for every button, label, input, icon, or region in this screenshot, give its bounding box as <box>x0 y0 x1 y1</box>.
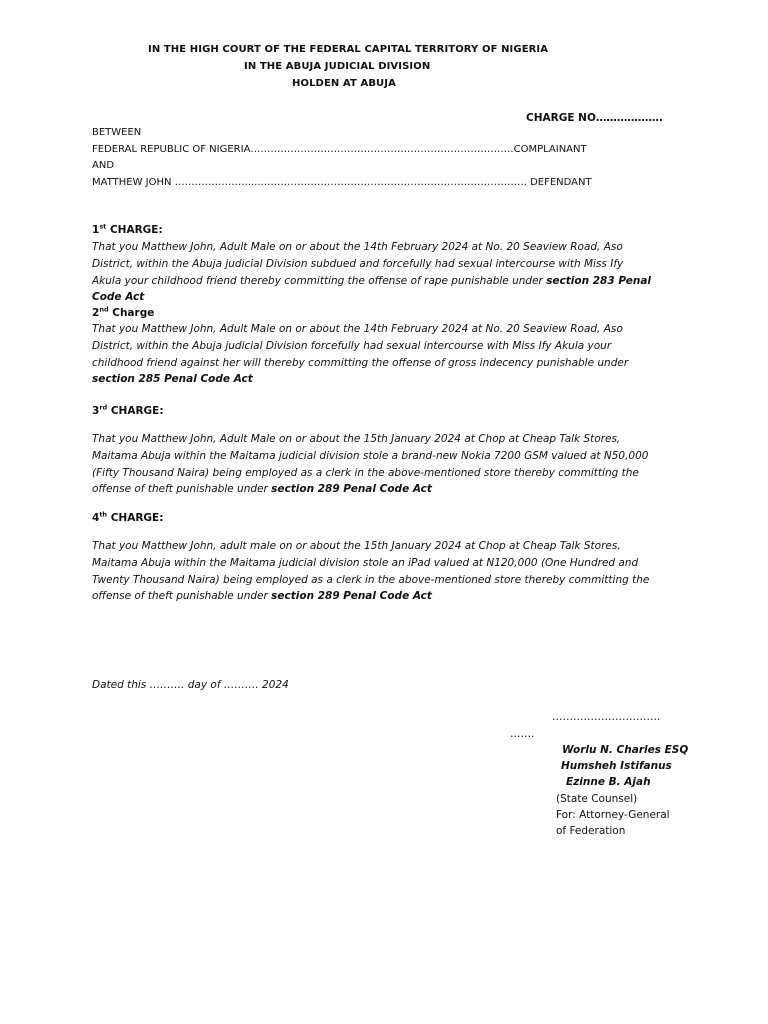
signatory-name-3: Ezinne B. Ajah <box>566 776 651 788</box>
signatory-for-line2: of Federation <box>556 825 626 837</box>
charge-2-body: That you Matthew John, Adult Male on or about the 14th February 2024 at No. 20 Seaview Road, Aso District, within the Abuja judicial Division forcefully had sexual intercourse with Miss Ify Akula your childhood friend against her will thereby committing the offense of gross indecency punishable under <box>92 323 629 369</box>
charge-2-ordinal: nd <box>99 305 109 314</box>
charge-1-ordinal: st <box>99 222 107 231</box>
dated-line: Dated this ………. day of ………. 2024 <box>92 679 289 691</box>
between-label: BETWEEN <box>92 127 142 138</box>
charge-1-act: section 283 Penal Code Act <box>92 274 652 304</box>
charge-3-ordinal: rd <box>99 403 108 412</box>
complainant-line: FEDERAL REPUBLIC OF NIGERIA…………………………………………………………………….COMPLAINANT <box>92 144 587 155</box>
charge-2-text <box>92 321 652 388</box>
charge-3-number: 3 <box>92 405 100 417</box>
charge-3-act: section 289 Penal Code Act <box>271 483 432 496</box>
signatory-name-2: Humsheh Istifanus <box>561 760 672 772</box>
signatory-role: (State Counsel) <box>556 793 638 805</box>
charge-4-body: That you Matthew John, adult male on or about the 15th January 2024 at Chop at Cheap Talk Stores, Maitama Abuja within the Maitama judicial division stole an iPad valued at N120,000 (One Hundred and Twenty Thousand Naira) being employed as a clerk in the above-mentioned store thereby committing the offense of theft punishable under <box>92 540 650 603</box>
defendant-line: MATTHEW JOHN …………………......……………………………………………………………………. DEFENDANT <box>92 177 592 188</box>
and-label: AND <box>92 160 115 171</box>
charge-2-title: Charge <box>108 307 155 319</box>
charge-3-text <box>92 431 652 498</box>
charge-4-ordinal: th <box>99 510 108 519</box>
signature-dots-line2: ……. <box>510 728 535 740</box>
charge-2-heading <box>92 305 154 322</box>
court-heading-line2: IN THE ABUJA JUDICIAL DIVISION <box>244 61 431 72</box>
charge-2-number: 2 <box>92 307 100 319</box>
court-heading-line3: HOLDEN AT ABUJA <box>292 78 396 89</box>
charge-4-heading <box>92 510 163 527</box>
charge-3-title: CHARGE: <box>107 405 164 417</box>
charge-1-heading <box>92 222 163 239</box>
charge-1-number: 1 <box>92 224 100 236</box>
charge-4-number: 4 <box>92 512 100 524</box>
charge-1-text <box>92 239 652 306</box>
charge-3-heading <box>92 403 164 420</box>
charge-4-act: section 289 Penal Code Act <box>271 590 432 603</box>
signature-dots-line1: …………………………. <box>552 711 661 723</box>
charge-4-title: CHARGE: <box>107 512 164 524</box>
charge-2-act: section 285 Penal Code Act <box>92 373 253 386</box>
charge-number: CHARGE NO………………. <box>526 112 663 124</box>
signatory-name-1: Worlu N. Charles ESQ <box>562 744 689 756</box>
charge-1-title: CHARGE: <box>106 224 163 236</box>
charge-3-body: That you Matthew John, Adult Male on or about the 15th January 2024 at Chop at Cheap Talk Stores, Maitama Abuja within the Maitama judicial division stole a brand-new Nokia 7200 GSM valued at N50,000 (Fifty Thousand Naira) being employed as a clerk in the above-mentioned store thereby committing the offense of theft punishable under <box>92 433 649 496</box>
court-heading-line1: IN THE HIGH COURT OF THE FEDERAL CAPITAL TERRITORY OF NIGERIA <box>148 44 549 55</box>
signatory-for-line1: For: Attorney-General <box>556 809 670 821</box>
charge-1-body: That you Matthew John, Adult Male on or about the 14th February 2024 at No. 20 Seaview Road, Aso District, within the Abuja judicial Division subdued and forcefully had sexual intercourse with Miss Ify Akula your childhood friend thereby committing the offense of rape punishable under <box>92 241 624 287</box>
charge-4-text <box>92 538 652 605</box>
